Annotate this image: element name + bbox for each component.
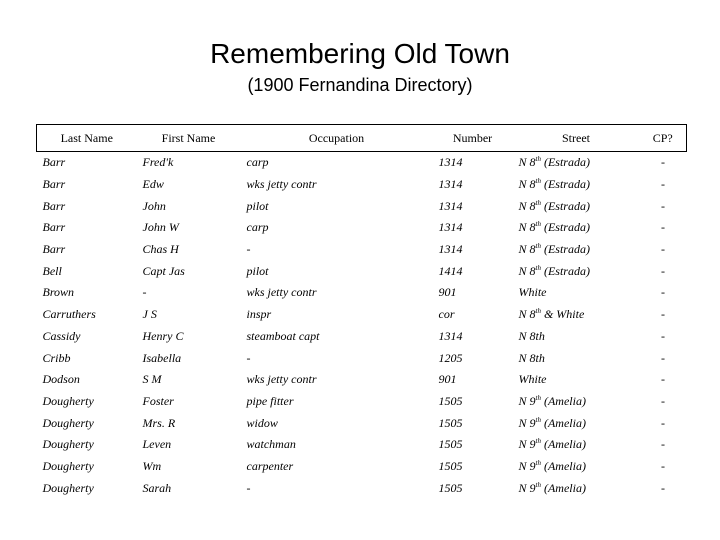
street-cell: N 8th [518,328,545,343]
first-name-cell: John W [142,220,179,235]
street-cell: N 8th (Estrada) [518,155,590,170]
table-header-row [37,125,687,152]
cp-cell: - [661,480,665,495]
cp-cell: - [661,220,665,235]
cp-cell: - [661,307,665,322]
table-row [37,174,687,196]
last-name-cell: Barr [42,198,66,213]
occupation-cell: steamboat capt [246,328,320,343]
column-header-first-name: First Name [137,125,241,152]
last-name-cell: Dougherty [42,480,94,495]
number-cell: 1205 [438,350,463,365]
number-cell: 1314 [438,242,463,257]
first-name-cell: Edw [142,177,164,192]
occupation-cell: pilot [246,263,269,278]
number-cell: 1505 [438,480,463,495]
last-name-cell: Dougherty [42,458,94,473]
number-cell: cor [438,307,455,322]
first-name-cell: Chas H [142,242,179,257]
street-cell: N 8th (Estrada) [518,198,590,213]
column-header-cp: CP? [640,125,687,152]
table-row [37,391,687,413]
cp-cell: - [661,263,665,278]
last-name-cell: Carruthers [42,307,96,322]
street-cell: N 9th (Amelia) [518,415,586,430]
street-cell: N 8th (Estrada) [518,263,590,278]
table-row [37,239,687,261]
page-subtitle: (1900 Fernandina Directory) [247,75,473,95]
table-row [37,326,687,348]
number-cell: 1505 [438,458,463,473]
first-name-cell: Fred'k [142,155,174,170]
first-name-cell: Wm [142,458,162,473]
last-name-cell: Dodson [42,372,80,387]
occupation-cell: pilot [246,198,269,213]
table-row [37,412,687,434]
street-cell: White [518,285,547,300]
last-name-cell: Barr [42,177,66,192]
occupation-cell: - [246,242,251,257]
table-row [37,195,687,217]
last-name-cell: Bell [42,263,62,278]
first-name-cell: Mrs. R [142,415,176,430]
number-cell: 1505 [438,415,463,430]
occupation-cell: carp [246,155,269,170]
number-cell: 1314 [438,155,463,170]
occupation-cell: widow [246,415,278,430]
first-name-cell: Isabella [142,350,182,365]
number-cell: 901 [438,372,457,387]
last-name-cell: Barr [42,155,66,170]
first-name-cell: John [142,198,166,213]
street-cell: N 8th [518,350,545,365]
cp-cell: - [661,415,665,430]
cp-cell: - [661,177,665,192]
number-cell: 1314 [438,220,463,235]
number-cell: 1314 [438,328,463,343]
table-row [37,152,687,174]
first-name-cell: J S [142,307,157,322]
cp-cell: - [661,350,665,365]
occupation-cell: carpenter [246,458,294,473]
table-body [37,152,687,500]
last-name-cell: Dougherty [42,437,94,452]
first-name-cell: Henry C [142,328,184,343]
number-cell: 1505 [438,437,463,452]
first-name-cell: - [142,285,147,300]
last-name-cell: Barr [42,242,66,257]
first-name-cell: Leven [142,437,172,452]
cp-cell: - [661,198,665,213]
cp-cell: - [661,285,665,300]
number-cell: 1314 [438,177,463,192]
column-header-last-name: Last Name [37,125,137,152]
street-cell: White [518,372,547,387]
number-cell: 1314 [438,198,463,213]
cp-cell: - [661,328,665,343]
first-name-cell: S M [142,372,162,387]
table-row [37,434,687,456]
first-name-cell: Foster [142,393,174,408]
page-title: Remembering Old Town [210,38,510,69]
first-name-cell: Capt Jas [142,263,185,278]
cp-cell: - [661,242,665,257]
occupation-cell: - [246,350,251,365]
table-row [37,260,687,282]
street-cell: N 8th (Estrada) [518,177,590,192]
occupation-cell: wks jetty contr [246,285,317,300]
occupation-cell: watchman [246,437,296,452]
table-row [37,456,687,478]
table-row [37,217,687,239]
cp-cell: - [661,437,665,452]
occupation-cell: - [246,480,251,495]
street-cell: N 9th (Amelia) [518,437,586,452]
occupation-cell: pipe fitter [246,393,294,408]
occupation-cell: wks jetty contr [246,372,317,387]
last-name-cell: Dougherty [42,415,94,430]
first-name-cell: Sarah [142,480,172,495]
cp-cell: - [661,458,665,473]
street-cell: N 9th (Amelia) [518,458,586,473]
occupation-cell: carp [246,220,269,235]
cp-cell: - [661,393,665,408]
table-row [37,304,687,326]
table-row [37,347,687,369]
street-cell: N 9th (Amelia) [518,480,586,495]
street-cell: N 8th (Estrada) [518,220,590,235]
table-row [37,477,687,499]
occupation-cell: wks jetty contr [246,177,317,192]
number-cell: 1414 [438,263,463,278]
column-header-occupation: Occupation [241,125,433,152]
last-name-cell: Brown [42,285,75,300]
number-cell: 901 [438,285,457,300]
table-row [37,369,687,391]
number-cell: 1505 [438,393,463,408]
occupation-cell: inspr [246,307,272,322]
street-cell: N 9th (Amelia) [518,393,586,408]
column-header-street: Street [513,125,640,152]
column-header-number: Number [433,125,513,152]
street-cell: N 8th (Estrada) [518,242,590,257]
table-row [37,282,687,304]
last-name-cell: Cassidy [42,328,81,343]
cp-cell: - [661,372,665,387]
last-name-cell: Cribb [42,350,71,365]
directory-table [36,124,687,499]
cp-cell: - [661,155,665,170]
last-name-cell: Dougherty [42,393,94,408]
street-cell: N 8th & White [518,307,585,322]
last-name-cell: Barr [42,220,66,235]
